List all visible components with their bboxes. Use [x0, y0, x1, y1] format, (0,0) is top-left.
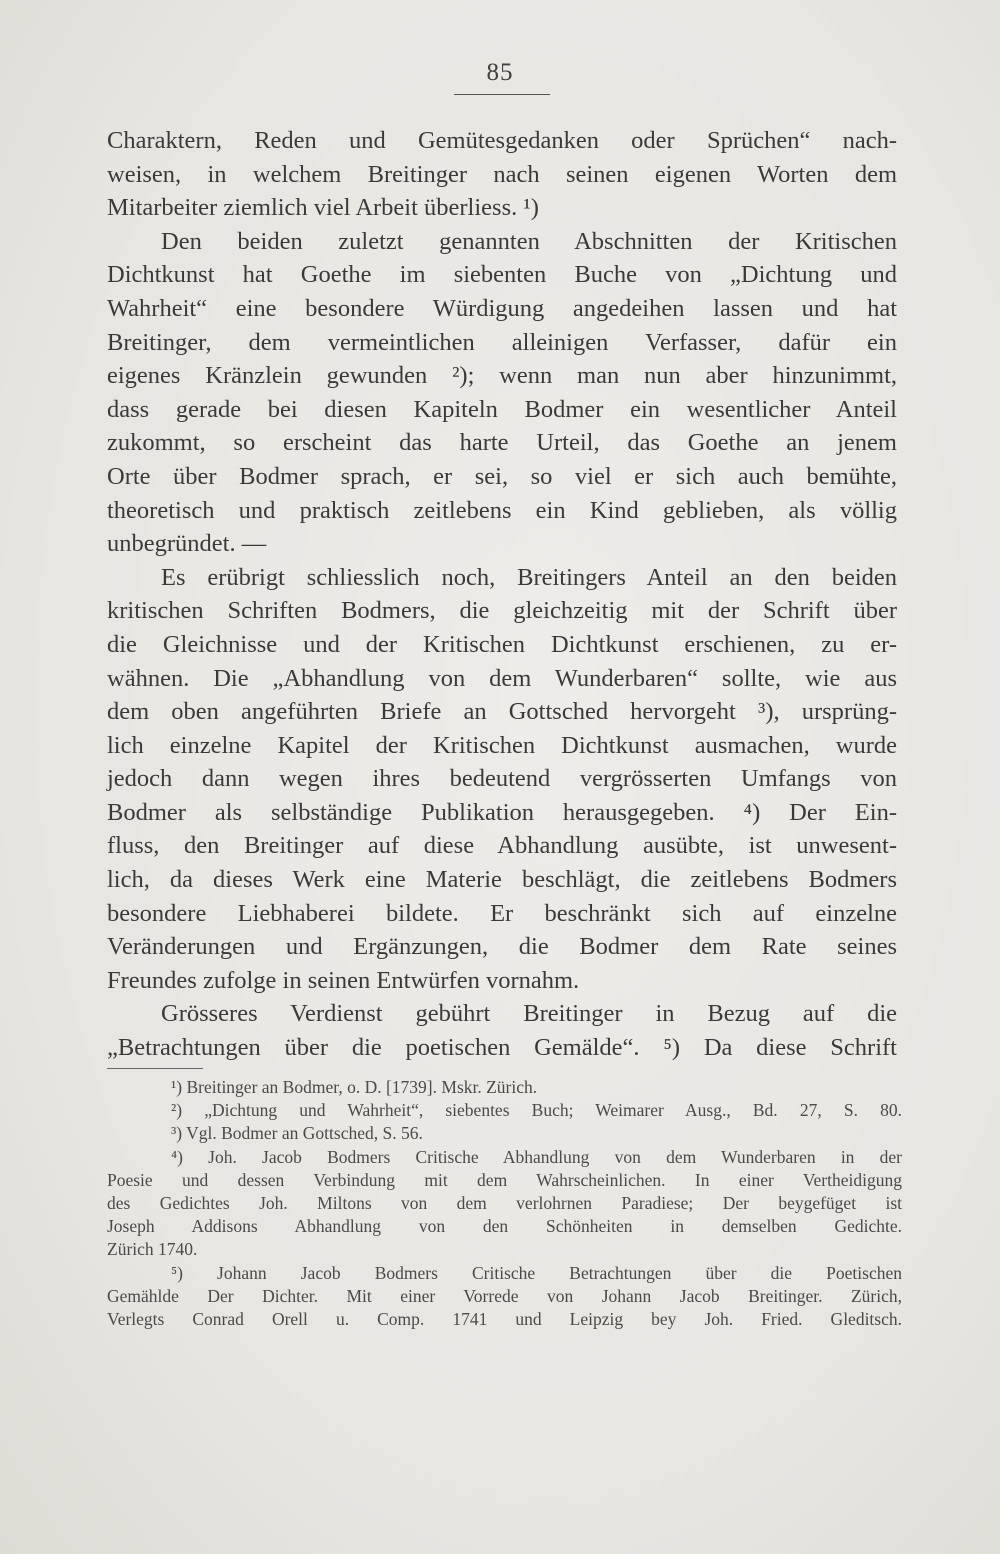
footnote-line: Zürich 1740. [107, 1239, 198, 1260]
footnote-line: Joseph Addisons Abhandlung von den Schönheiten in demselben Gedichte. [107, 1216, 902, 1237]
body-line: die Gleichnisse und der Kritischen Dichtkunst erschienen, zu er- [107, 630, 897, 658]
footnote-line: des Gedichtes Joh. Miltons von dem verlohrnen Paradiese; Der beygefüget ist [107, 1192, 902, 1213]
body-line: eigenes Kränzlein gewunden ²); wenn man nun aber hinzunimmt, [107, 362, 897, 390]
body-line: Es erübrigt schliesslich noch, Breitingers Anteil an den beiden [161, 563, 897, 591]
footnote-line: ⁴) Joh. Jacob Bodmers Critische Abhandlung von dem Wunderbaren in der [171, 1146, 902, 1167]
body-line: kritischen Schriften Bodmers, die gleichzeitig mit der Schrift über [107, 597, 897, 625]
body-line: lich einzelne Kapitel der Kritischen Dichtkunst ausmachen, wurde [107, 731, 897, 759]
footnote-line: Verlegts Conrad Orell u. Comp. 1741 und Leipzig bey Joh. Fried. Gleditsch. [107, 1308, 902, 1329]
body-line: dass gerade bei diesen Kapiteln Bodmer ein wesentlicher Anteil [107, 395, 897, 423]
body-line: Grösseres Verdienst gebührt Breitinger in Bezug auf die [161, 1000, 897, 1028]
body-text [107, 124, 897, 1065]
body-line: jedoch dann wegen ihres bedeutend vergrösserten Umfangs von [107, 765, 897, 793]
body-line: unbegründet. — [107, 530, 267, 558]
body-line: Bodmer als selbständige Publikation herausgegeben. ⁴) Der Ein- [107, 798, 897, 826]
body-line: besondere Liebhaberei bildete. Er beschränkt sich auf einzelne [107, 899, 897, 927]
body-line: Freundes zufolge in seinen Entwürfen vornahm. [107, 966, 580, 994]
footnote-line: Gemählde Der Dichter. Mit einer Vorrede von Johann Jacob Breitinger. Zürich, [107, 1285, 902, 1306]
footnotes [107, 1076, 902, 1331]
footnote-rule [107, 1068, 203, 1069]
body-line: Wahrheit“ eine besondere Würdigung angedeihen lassen und hat [107, 294, 897, 322]
body-line: Orte über Bodmer sprach, er sei, so viel er sich auch bemühte, [107, 462, 897, 490]
body-line: Charaktern, Reden und Gemütesgedanken oder Sprüchen“ nach- [107, 127, 897, 154]
footnote-line: Poesie und dessen Verbindung mit dem Wahrscheinlichen. In einer Vertheidigung [107, 1169, 902, 1190]
body-line: weisen, in welchem Breitinger nach seinen eigenen Worten dem [107, 160, 897, 188]
body-line: theoretisch und praktisch zeitlebens ein Kind geblieben, als völlig [107, 496, 897, 524]
body-line: Den beiden zuletzt genannten Abschnitten der Kritischen [161, 227, 897, 255]
body-line: fluss, den Breitinger auf diese Abhandlung ausübte, ist unwesent- [107, 832, 897, 860]
page-number-rule [454, 94, 550, 95]
footnote-line: ⁵) Johann Jacob Bodmers Critische Betrachtungen über die Poetischen [171, 1262, 902, 1283]
footnote-line: ²) „Dichtung und Wahrheit“, siebentes Buch; Weimarer Ausg., Bd. 27, S. 80. [171, 1100, 902, 1121]
body-line: zukommt, so erscheint das harte Urteil, das Goethe an jenem [107, 429, 897, 457]
body-line: Dichtkunst hat Goethe im siebenten Buche von „Dichtung und [107, 261, 897, 289]
body-line: dem oben angeführten Briefe an Gottsched hervorgeht ³), ursprüng- [107, 698, 897, 726]
body-line: wähnen. Die „Abhandlung von dem Wunderbaren“ sollte, wie aus [107, 664, 897, 692]
body-line: Mitarbeiter ziemlich viel Arbeit überliess. ¹) [107, 194, 539, 222]
body-line: Breitinger, dem vermeintlichen alleinigen Verfasser, dafür ein [107, 328, 897, 356]
body-line: „Betrachtungen über die poetischen Gemälde“. ⁵) Da diese Schrift [107, 1034, 897, 1062]
footnote-line: ³) Vgl. Bodmer an Gottsched, S. 56. [171, 1123, 423, 1144]
footnote-line: ¹) Breitinger an Bodmer, o. D. [1739]. Mskr. Zürich. [171, 1077, 538, 1097]
body-line: lich, da dieses Werk eine Materie beschlägt, die zeitlebens Bodmers [107, 866, 897, 894]
body-line: Veränderungen und Ergänzungen, die Bodmer dem Rate seines [107, 933, 897, 961]
page-number: 85 [486, 59, 514, 86]
